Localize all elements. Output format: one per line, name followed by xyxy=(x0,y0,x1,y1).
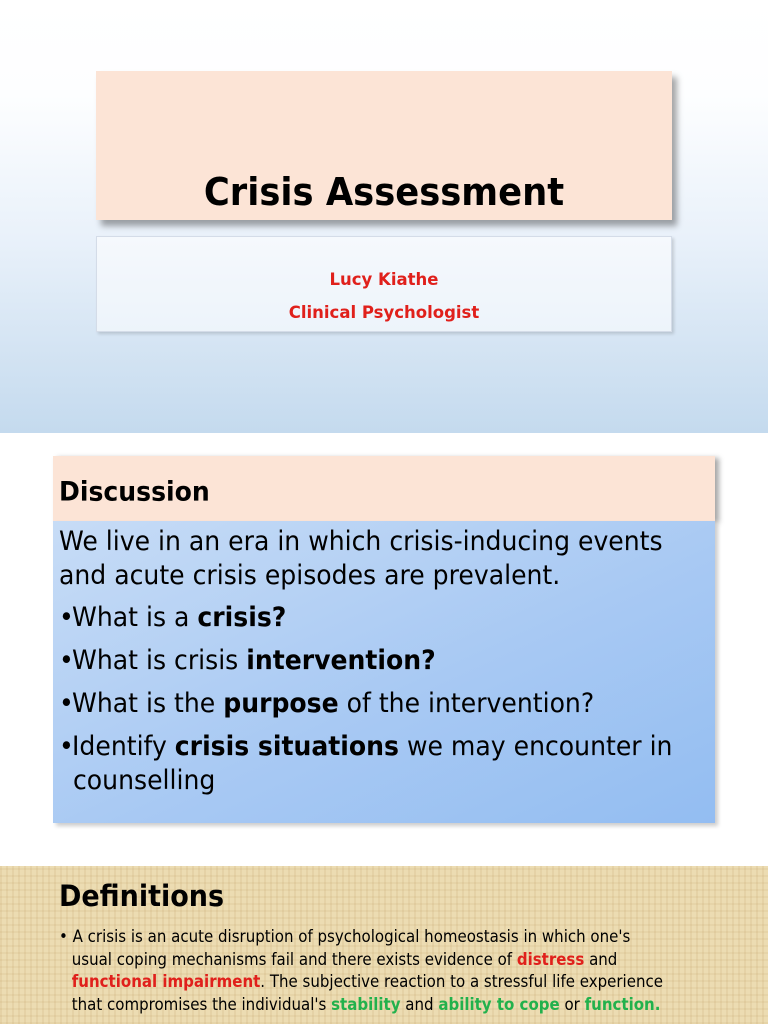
intro-line: We live in an era in which crisis-inducing events xyxy=(59,526,663,557)
definition-text: A crisis is an acute disruption of psychological homeostasis in which one's xyxy=(72,927,631,946)
question-text: of the intervention? xyxy=(338,688,595,719)
definition-line xyxy=(59,949,671,972)
definitions-slide xyxy=(0,866,768,1024)
slide-title: Crisis Assessment xyxy=(203,170,565,214)
list-item xyxy=(59,601,286,635)
discussion-slide xyxy=(0,433,768,866)
discussion-body xyxy=(53,521,715,823)
question-keyword: crisis situations xyxy=(174,731,399,762)
highlight-red: distress xyxy=(516,949,585,969)
definitions-heading: Definitions xyxy=(59,879,225,913)
highlight-green: stability xyxy=(331,994,401,1014)
intro-line: and acute crisis episodes are prevalent. xyxy=(59,560,561,591)
question-text: What is crisis xyxy=(72,645,247,676)
list-item xyxy=(59,687,594,721)
bullet-icon: • xyxy=(59,927,68,946)
question-text: What is the xyxy=(72,688,224,719)
question-keyword: purpose xyxy=(223,688,339,719)
question-text: What is a xyxy=(72,602,198,633)
highlight-green: function. xyxy=(584,994,661,1014)
list-item-continuation: counselling xyxy=(73,765,216,796)
highlight-red: functional impairment xyxy=(71,972,261,991)
bullet-icon: • xyxy=(59,602,74,633)
question-text: we may encounter in xyxy=(398,731,673,762)
definition-text: that compromises the individual's xyxy=(71,994,332,1014)
question-keyword: intervention? xyxy=(246,645,436,676)
list-item xyxy=(59,644,436,678)
list-item xyxy=(59,730,672,764)
definition-line xyxy=(59,926,671,949)
subtitle-box xyxy=(96,236,672,332)
definition-text: or xyxy=(559,994,585,1014)
definition-line xyxy=(59,971,671,994)
definition-text: . The subjective reaction to a stressful life experience xyxy=(260,972,663,991)
question-keyword: crisis? xyxy=(197,602,287,633)
definition-paragraph xyxy=(59,926,731,1016)
bullet-icon: • xyxy=(59,645,74,676)
discussion-header xyxy=(53,456,715,521)
title-slide xyxy=(0,0,768,433)
highlight-green: ability to cope xyxy=(438,994,560,1014)
question-text: Identify xyxy=(72,731,175,762)
definition-text: and xyxy=(584,949,618,969)
bullet-icon: • xyxy=(59,688,74,719)
discussion-heading: Discussion xyxy=(59,476,210,508)
definition-line xyxy=(59,994,671,1017)
definition-text: usual coping mechanisms fail and there exists evidence of xyxy=(71,949,517,969)
presenter-name: Lucy Kiathe xyxy=(329,270,439,289)
bullet-icon: • xyxy=(59,731,74,762)
presenter-role: Clinical Psychologist xyxy=(288,303,480,322)
definition-text: and xyxy=(400,994,439,1014)
